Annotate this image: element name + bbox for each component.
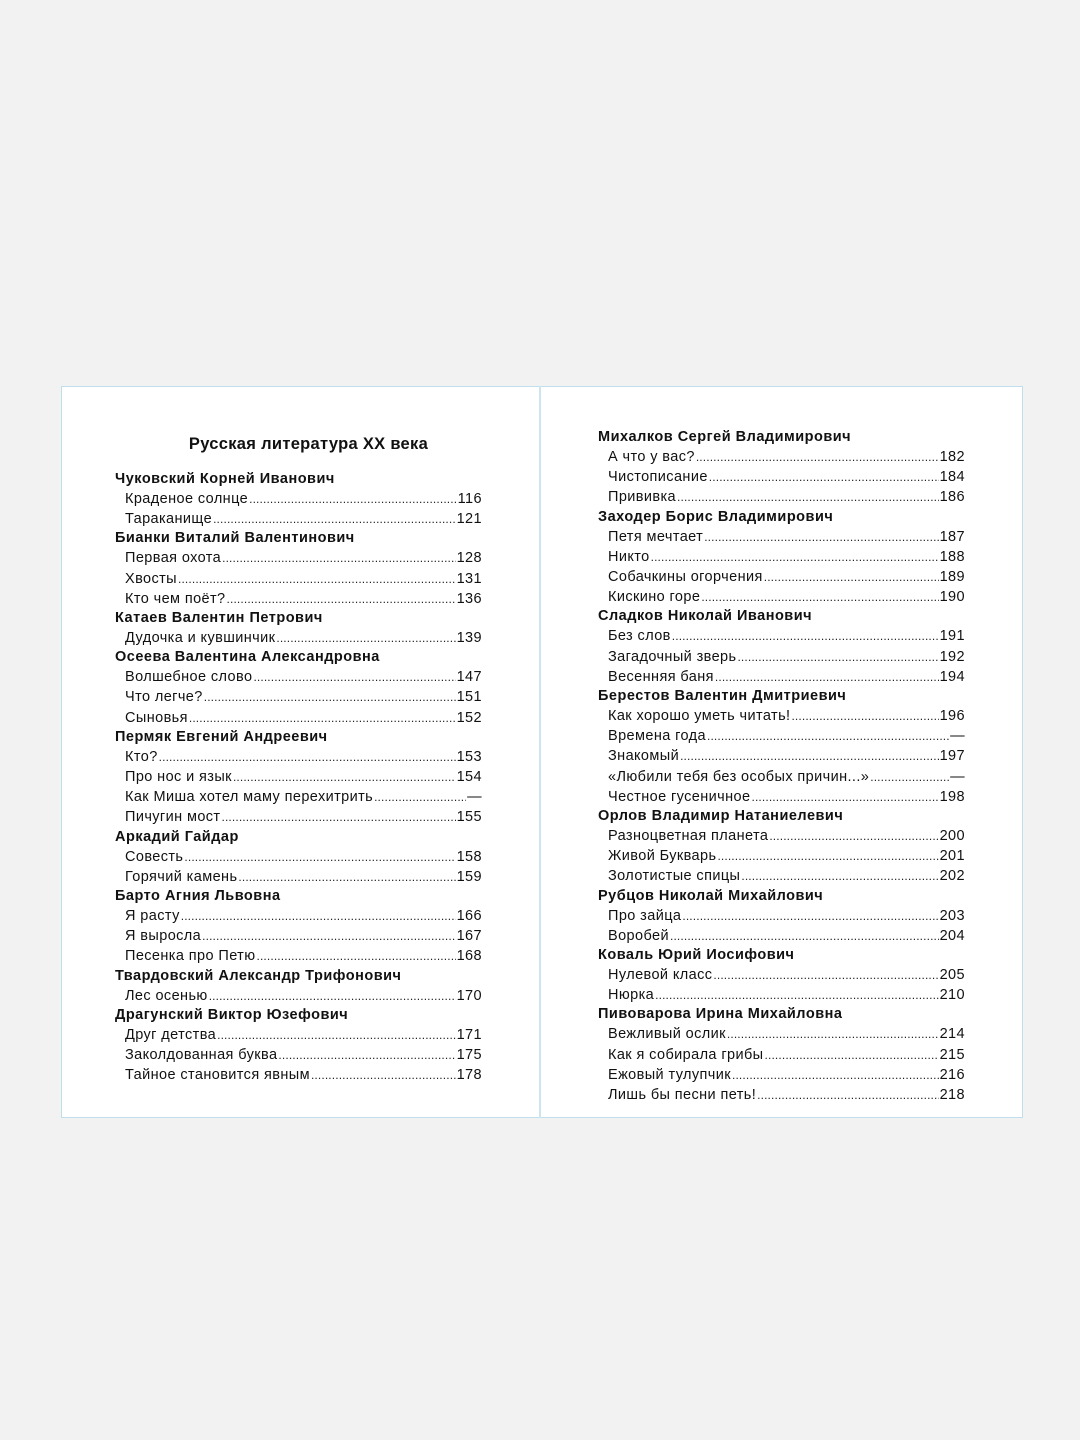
work-title: Загадочный зверь [608, 648, 737, 665]
dot-leader [311, 1065, 456, 1085]
author-heading: Орлов Владимир Натаниелевич [598, 808, 844, 825]
work-title: Совесть [125, 848, 184, 865]
work-title: Разноцветная планета [608, 828, 769, 845]
toc-entry [115, 1065, 482, 1085]
work-title: Лес осенью [125, 987, 208, 1004]
page-number: 151 [456, 689, 482, 706]
page-number: 136 [456, 590, 482, 607]
page-number: 166 [456, 908, 482, 925]
page-number: — [950, 728, 965, 745]
toc-entry [598, 626, 965, 646]
dot-leader [204, 687, 456, 707]
page-number: 203 [939, 907, 965, 924]
page-number: 153 [456, 748, 482, 765]
dot-leader [715, 667, 939, 687]
work-title: А что у вас? [608, 449, 695, 465]
toc-entry [598, 906, 965, 926]
dot-leader [764, 567, 939, 587]
toc-entry [598, 787, 965, 807]
page-number: 167 [456, 928, 482, 945]
page-number: 190 [939, 589, 965, 606]
page-gutter [539, 386, 541, 1118]
toc-entry [115, 787, 482, 807]
work-title: Кискино горе [608, 589, 701, 606]
page-number: 168 [456, 948, 482, 965]
page-number: 171 [456, 1026, 482, 1043]
work-title: Пичугин мост [125, 809, 221, 826]
page-number: 192 [939, 648, 965, 665]
toc-entry [598, 1085, 965, 1105]
toc-entry [598, 1065, 965, 1085]
dot-leader [655, 985, 938, 1005]
dot-leader [696, 447, 939, 467]
toc-entry [115, 747, 482, 767]
dot-leader [717, 846, 938, 866]
page-number: 216 [939, 1066, 965, 1083]
dot-leader [159, 747, 456, 767]
dot-leader [227, 589, 456, 609]
work-title: Кто? [125, 748, 158, 765]
author-heading: Коваль Юрий Иосифович [598, 947, 795, 964]
work-title: Никто [608, 548, 650, 565]
page-number: 147 [456, 669, 482, 686]
work-title: Прививка [608, 489, 677, 506]
work-title: «Любили тебя без особых причин...» [608, 768, 870, 785]
dot-leader [680, 746, 939, 766]
author-heading: Чуковский Корней Иванович [115, 471, 335, 487]
toc-entry [598, 926, 965, 946]
toc-entry [598, 826, 965, 846]
work-title: Про зайца [608, 907, 682, 924]
page-number: 128 [456, 550, 482, 567]
author-heading: Аркадий Гайдар [115, 828, 239, 845]
page-number: 175 [456, 1047, 482, 1064]
work-title: Золотистые спицы [608, 868, 741, 885]
toc-entry [115, 548, 482, 568]
dot-leader [181, 906, 456, 926]
work-title: Собачкины огорчения [608, 569, 763, 586]
work-title: Нулевой класс [608, 967, 713, 984]
page-number: 178 [456, 1067, 482, 1084]
toc-entry [598, 726, 965, 746]
page-number: 182 [939, 449, 965, 465]
work-title: Как хорошо уметь читать! [608, 708, 791, 725]
dot-leader [677, 487, 939, 507]
page-number: 116 [457, 491, 482, 507]
page-number: 155 [456, 809, 482, 826]
toc-entry [115, 509, 482, 529]
page-number: 194 [939, 668, 965, 685]
work-title: Песенка про Петю [125, 948, 256, 965]
author-heading: Бианки Виталий Валентинович [115, 530, 355, 547]
toc-entry [598, 567, 965, 587]
toc-entry [115, 1045, 482, 1065]
author-heading: Берестов Валентин Дмитриевич [598, 688, 847, 705]
work-title: Волшебное слово [125, 669, 253, 686]
author-heading: Барто Агния Львовна [115, 888, 281, 905]
page-number: 188 [939, 548, 965, 565]
work-title: Заколдованная буква [125, 1047, 278, 1064]
dot-leader [278, 1045, 455, 1065]
toc-entry [115, 489, 482, 509]
page-number: 184 [939, 469, 965, 486]
right-page-toc [598, 428, 965, 1105]
toc-entry [598, 1045, 965, 1065]
work-title: Живой Букварь [608, 848, 717, 865]
work-title: Ежовый тулупчик [608, 1066, 731, 1083]
work-title: Воробей [608, 927, 669, 944]
dot-leader [670, 926, 939, 946]
toc-entry [115, 667, 482, 687]
dot-leader [765, 1045, 939, 1065]
work-title: Тараканище [125, 511, 213, 528]
dot-leader [217, 1025, 455, 1045]
dot-leader [741, 866, 938, 886]
page-number: 218 [939, 1087, 965, 1104]
dot-leader [791, 706, 938, 726]
work-title: Времена года [608, 728, 706, 745]
work-title: Вежливый ослик [608, 1026, 726, 1043]
dot-leader [737, 647, 938, 667]
right-author-list [598, 428, 965, 1105]
author-heading: Пивоварова Ирина Михайловна [598, 1006, 843, 1023]
dot-leader [672, 626, 939, 646]
author-heading: Катаев Валентин Петрович [115, 610, 323, 627]
dot-leader [769, 826, 938, 846]
work-title: Я выросла [125, 928, 202, 945]
page-number: 170 [456, 987, 482, 1004]
work-title: Знакомый [608, 748, 680, 765]
toc-entry [598, 527, 965, 547]
toc-entry [115, 986, 482, 1006]
dot-leader [751, 787, 938, 807]
work-title: Друг детства [125, 1026, 217, 1043]
dot-leader [257, 946, 456, 966]
page-number: 152 [456, 709, 482, 726]
author-heading: Михалков Сергей Владимирович [598, 429, 852, 445]
toc-entry [598, 965, 965, 985]
dot-leader [184, 847, 455, 867]
toc-entry [115, 569, 482, 589]
page-number: — [467, 789, 482, 806]
author-heading: Осеева Валентина Александровна [115, 649, 380, 666]
dot-leader [249, 489, 457, 509]
work-title: Нюрка [608, 987, 655, 1004]
dot-leader [651, 547, 939, 567]
toc-entry [598, 706, 965, 726]
dot-leader [374, 787, 466, 807]
page-number: 139 [456, 630, 482, 647]
dot-leader [213, 509, 456, 529]
page-number: 214 [939, 1026, 965, 1043]
toc-entry [598, 467, 965, 487]
work-title: Хвосты [125, 570, 177, 587]
dot-leader [238, 867, 455, 887]
dot-leader [202, 926, 455, 946]
left-page-toc [115, 434, 482, 1085]
toc-entry [115, 926, 482, 946]
page-number: 189 [939, 569, 965, 586]
page-number: 154 [456, 769, 482, 786]
page-number: 186 [939, 489, 965, 506]
toc-entry [115, 1025, 482, 1045]
toc-entry [115, 847, 482, 867]
page-number: 210 [939, 987, 965, 1004]
work-title: Сыновья [125, 709, 188, 726]
dot-leader [757, 1085, 938, 1105]
toc-entry [115, 687, 482, 707]
page-number: 200 [939, 828, 965, 845]
toc-entry [598, 985, 965, 1005]
dot-leader [209, 986, 456, 1006]
toc-entry [598, 647, 965, 667]
toc-entry [115, 807, 482, 827]
work-title: Весенняя баня [608, 668, 714, 685]
page-number: 187 [939, 528, 965, 545]
toc-entry [598, 547, 965, 567]
toc-entry [598, 1024, 965, 1044]
page-number: 198 [939, 788, 965, 805]
author-heading: Пермяк Евгений Андреевич [115, 728, 328, 745]
page-number: 191 [939, 628, 965, 645]
author-heading: Драгунский Виктор Юзефович [115, 1006, 349, 1023]
author-heading: Твардовский Александр Трифонович [115, 967, 402, 984]
toc-entry [115, 867, 482, 887]
dot-leader [727, 1024, 939, 1044]
page-number: 159 [456, 868, 482, 885]
page-number: — [950, 768, 965, 785]
toc-entry [598, 846, 965, 866]
work-title: Как я собирала грибы [608, 1046, 764, 1063]
work-title: Краденое солнце [125, 491, 249, 507]
toc-entry [115, 767, 482, 787]
page-number: 197 [939, 748, 965, 765]
author-heading: Заходер Борис Владимирович [598, 508, 834, 525]
toc-entry [598, 587, 965, 607]
toc-entry [115, 589, 482, 609]
dot-leader [253, 667, 455, 687]
work-title: Как Миша хотел маму перехитрить [125, 789, 374, 806]
dot-leader [233, 767, 456, 787]
section-title: Русская литература XX века [188, 435, 429, 453]
dot-leader [732, 1065, 939, 1085]
author-heading: Сладков Николай Иванович [598, 608, 813, 625]
dot-leader [222, 548, 455, 568]
dot-leader [221, 807, 455, 827]
work-title: Первая охота [125, 550, 222, 567]
work-title: Чистописание [608, 469, 708, 486]
toc-entry [598, 487, 965, 507]
work-title: Про нос и язык [125, 769, 232, 786]
dot-leader [189, 708, 456, 728]
page-number: 204 [939, 927, 965, 944]
toc-entry [598, 866, 965, 886]
work-title: Дудочка и кувшинчик [125, 630, 276, 647]
page-number: 205 [939, 967, 965, 984]
dot-leader [870, 767, 949, 787]
page-number: 215 [939, 1046, 965, 1063]
dot-leader [713, 965, 938, 985]
toc-entry [598, 746, 965, 766]
dot-leader [704, 527, 938, 547]
left-author-list [115, 470, 482, 1085]
dot-leader [701, 587, 938, 607]
work-title: Я расту [125, 908, 180, 925]
dot-leader [276, 628, 455, 648]
dot-leader [682, 906, 938, 926]
toc-entry [598, 447, 965, 467]
page-number: 158 [456, 848, 482, 865]
page-number: 131 [456, 570, 482, 587]
work-title: Горячий камень [125, 868, 238, 885]
work-title: Петя мечтает [608, 528, 704, 545]
work-title: Без слов [608, 628, 671, 645]
toc-entry [115, 628, 482, 648]
work-title: Тайное становится явным [125, 1067, 310, 1084]
toc-entry [598, 767, 965, 787]
author-heading: Рубцов Николай Михайлович [598, 887, 824, 904]
dot-leader [178, 569, 456, 589]
work-title: Лишь бы песни петь! [608, 1087, 757, 1104]
toc-entry [598, 667, 965, 687]
toc-entry [115, 946, 482, 966]
page-number: 196 [939, 708, 965, 725]
dot-leader [709, 467, 939, 487]
work-title: Кто чем поёт? [125, 590, 226, 607]
toc-entry [115, 708, 482, 728]
dot-leader [707, 726, 949, 746]
toc-entry [115, 906, 482, 926]
page-number: 121 [456, 511, 482, 528]
work-title: Честное гусеничное [608, 788, 751, 805]
page-number: 201 [939, 848, 965, 865]
page-number: 202 [939, 868, 965, 885]
work-title: Что легче? [125, 689, 203, 706]
